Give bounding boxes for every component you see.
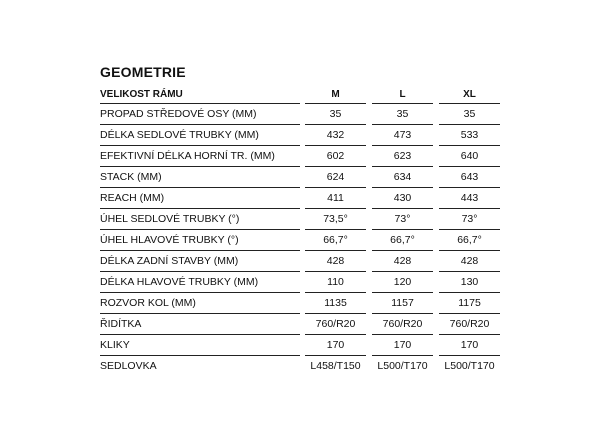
table-row [100,188,500,209]
row-value: 170 [305,335,366,356]
row-label: ÚHEL SEDLOVÉ TRUBKY (°) [100,209,300,230]
geometry-section [100,64,500,376]
table-row [100,146,500,167]
row-value: 73° [372,209,433,230]
header-size-m: M [305,85,366,104]
row-value: 443 [439,188,500,209]
row-value: 643 [439,167,500,188]
row-value: 1175 [439,293,500,314]
table-row [100,230,500,251]
row-value: 35 [439,104,500,125]
row-label: ÚHEL HLAVOVÉ TRUBKY (°) [100,230,300,251]
row-value: 170 [372,335,433,356]
row-value: 533 [439,125,500,146]
header-size-xl: XL [439,85,500,104]
row-value: 760/R20 [305,314,366,335]
row-value: 760/R20 [372,314,433,335]
table-row [100,272,500,293]
row-value: 73,5° [305,209,366,230]
row-value: 120 [372,272,433,293]
row-label: DÉLKA SEDLOVÉ TRUBKY (MM) [100,125,300,146]
table-row [100,209,500,230]
row-value: 760/R20 [439,314,500,335]
row-label: ŘIDÍTKA [100,314,300,335]
table-row [100,251,500,272]
table-header-row [100,85,500,104]
table-row [100,335,500,356]
table-row [100,356,500,376]
row-value: L458/T150 [310,360,361,372]
row-value: 640 [439,146,500,167]
table-row [100,293,500,314]
row-value: 66,7° [372,230,433,251]
row-value: 66,7° [305,230,366,251]
table-row [100,104,500,125]
table-row [100,314,500,335]
row-value: 634 [372,167,433,188]
row-label: REACH (MM) [100,188,300,209]
row-label: KLIKY [100,335,300,356]
row-value: 170 [439,335,500,356]
table-row [100,167,500,188]
row-value: 428 [305,251,366,272]
row-value: L500/T170 [444,360,495,372]
row-value: 428 [372,251,433,272]
row-label: STACK (MM) [100,167,300,188]
row-value: 110 [305,272,366,293]
row-value: 430 [372,188,433,209]
row-value: 411 [305,188,366,209]
row-value: 66,7° [439,230,500,251]
row-value: 73° [439,209,500,230]
row-value: 1157 [372,293,433,314]
row-label: SEDLOVKA [100,360,157,372]
header-size-l: L [372,85,433,104]
row-value: 602 [305,146,366,167]
row-value: 623 [372,146,433,167]
row-value: L500/T170 [377,360,428,372]
row-label: DÉLKA ZADNÍ STAVBY (MM) [100,251,300,272]
row-label: ROZVOR KOL (MM) [100,293,300,314]
row-label: PROPAD STŘEDOVÉ OSY (MM) [100,104,300,125]
row-label: EFEKTIVNÍ DÉLKA HORNÍ TR. (MM) [100,146,300,167]
row-value: 130 [439,272,500,293]
row-value: 35 [305,104,366,125]
row-value: 1135 [305,293,366,314]
row-label: DÉLKA HLAVOVÉ TRUBKY (MM) [100,272,300,293]
row-value: 428 [439,251,500,272]
table-row [100,125,500,146]
row-value: 624 [305,167,366,188]
row-value: 432 [305,125,366,146]
header-frame-size-label: VELIKOST RÁMU [100,85,300,104]
row-value: 35 [372,104,433,125]
geometry-table [100,85,500,376]
section-title: GEOMETRIE [100,64,186,80]
row-value: 473 [372,125,433,146]
